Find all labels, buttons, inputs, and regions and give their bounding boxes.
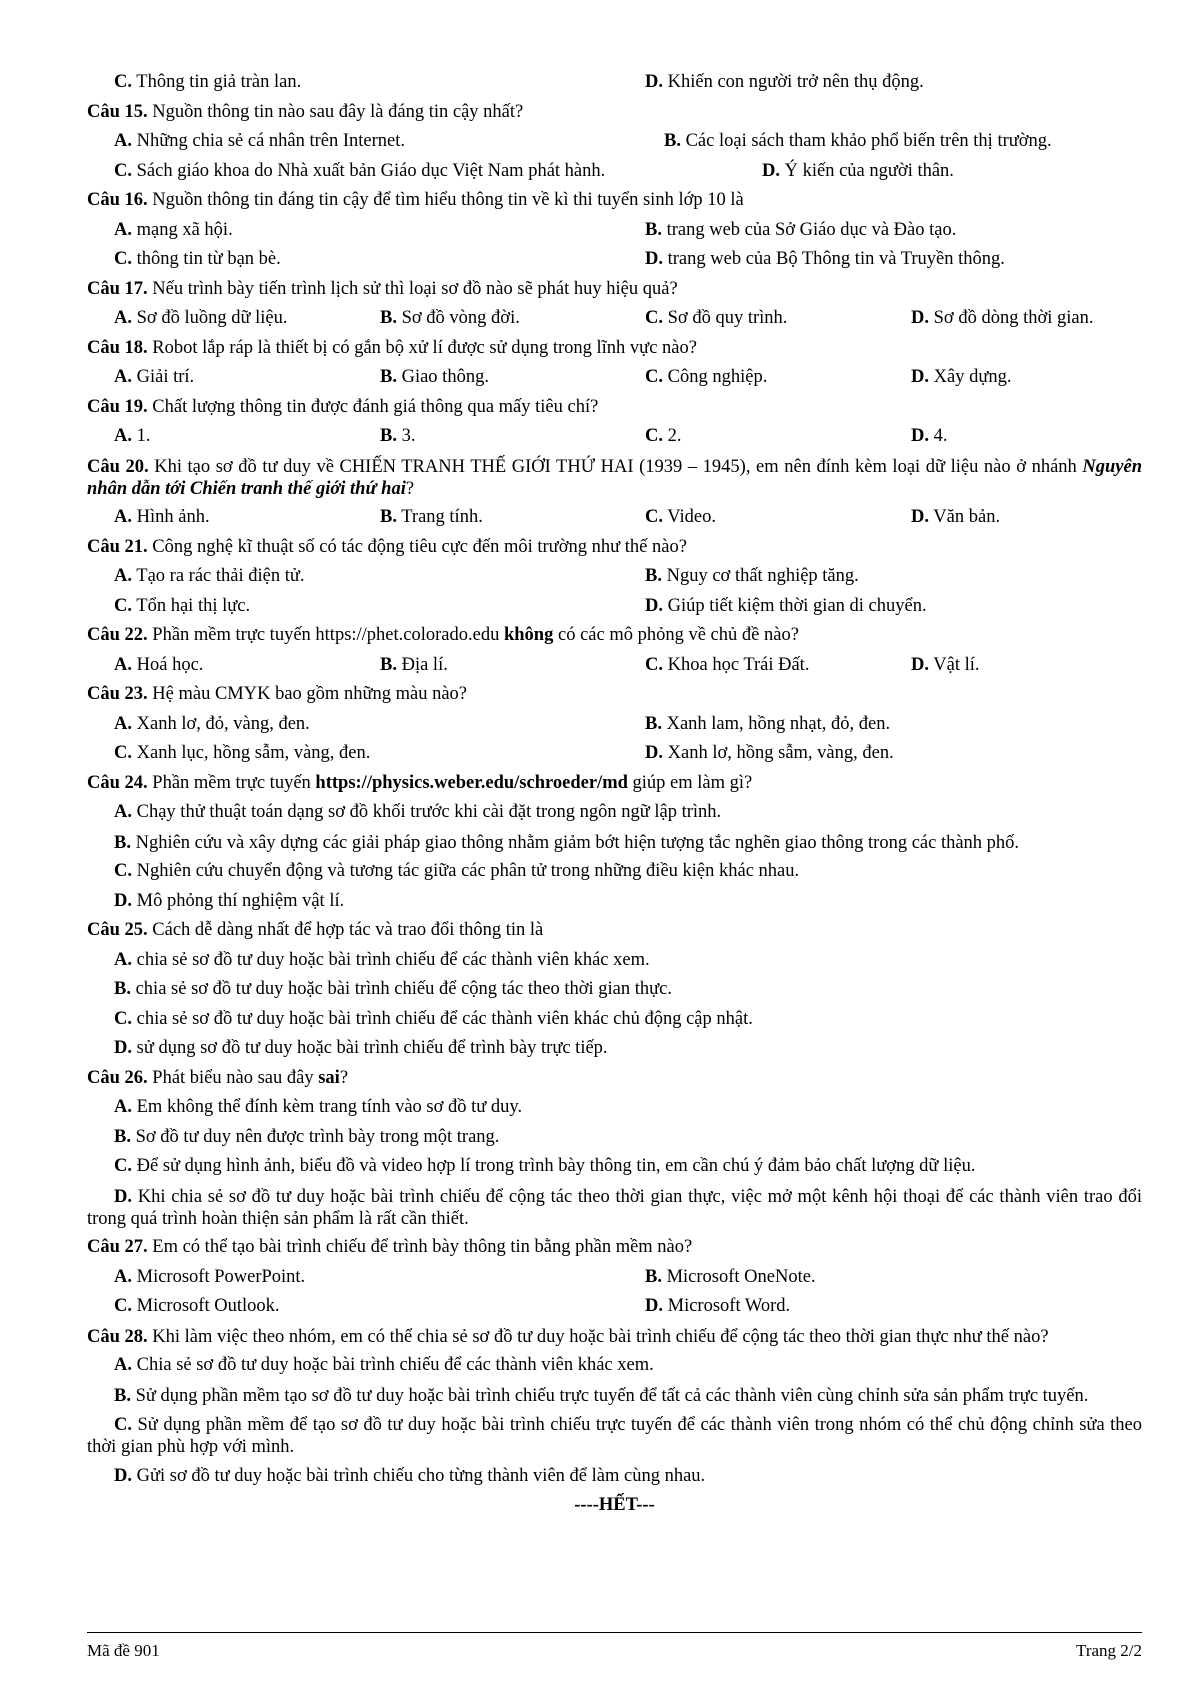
- option-d: D. trang web của Bộ Thông tin và Truyền thông.: [645, 249, 1005, 269]
- question-24-option-a: A. Chạy thử thuật toán dạng sơ đồ khối trước khi cài đặt trong ngôn ngữ lập trình.: [114, 802, 722, 822]
- question-16-options-cd: [87, 245, 1142, 275]
- question-18-options: [87, 363, 1142, 393]
- exam-document: [87, 68, 1142, 1521]
- question-28-option-c: C. Sử dụng phần mềm để tạo sơ đồ tư duy hoặc bài trình chiếu trực tuyến để các thành viên trong nhóm có thể chủ động chỉnh sửa theo thời gian phù hợp với mình.: [87, 1415, 1143, 1457]
- option-c: C. Video.: [645, 507, 717, 527]
- option-b: B. Giao thông.: [380, 367, 489, 387]
- option-b: B. Trang tính.: [380, 507, 483, 527]
- question-25: Câu 25. Cách dễ dàng nhất để hợp tác và trao đổi thông tin là: [87, 920, 544, 940]
- option-c: C. Sơ đồ quy trình.: [645, 308, 788, 328]
- question-19-options: [87, 422, 1142, 452]
- option-a: A. Sơ đồ luồng dữ liệu.: [114, 308, 288, 328]
- question-21-options-cd: [87, 592, 1142, 622]
- question-15: Câu 15. Nguồn thông tin nào sau đây là đáng tin cậy nhất?: [87, 101, 524, 122]
- option-d: D. Giúp tiết kiệm thời gian di chuyển.: [645, 595, 927, 616]
- option-a: A. Microsoft PowerPoint.: [114, 1266, 306, 1287]
- option-d: D. Microsoft Word.: [645, 1296, 791, 1316]
- option-d: D. Sơ đồ dòng thời gian.: [911, 308, 1094, 328]
- option-b: B. Microsoft OneNote.: [645, 1266, 816, 1287]
- question-17-options: [87, 304, 1142, 334]
- option-d: D. Xây dựng.: [911, 367, 1012, 387]
- option-a: A. Hình ảnh.: [114, 507, 210, 527]
- option-c: C. 2.: [645, 426, 682, 446]
- question-25-option-a: A. chia sẻ sơ đồ tư duy hoặc bài trình chiếu để các thành viên khác xem.: [114, 949, 650, 970]
- question-25-option-d: D. sử dụng sơ đồ tư duy hoặc bài trình chiếu để trình bày trực tiếp.: [114, 1038, 608, 1058]
- footer-divider: [87, 1632, 1142, 1633]
- option-c: C. Khoa học Trái Đất.: [645, 654, 810, 675]
- option-d: D. Khiến con người trở nên thụ động.: [645, 72, 924, 92]
- option-a: A. Hoá học.: [114, 654, 204, 675]
- question-15-options-cd: [87, 157, 1142, 187]
- question-24: Câu 24. Phần mềm trực tuyến https://physics.weber.edu/schroeder/md giúp em làm gì?: [87, 772, 753, 793]
- question-16-options-ab: [87, 216, 1142, 246]
- question-28-option-a: A. Chia sẻ sơ đồ tư duy hoặc bài trình chiếu để các thành viên khác xem.: [114, 1355, 654, 1375]
- question-27-options-ab: [87, 1263, 1142, 1293]
- question-24-option-d: D. Mô phỏng thí nghiệm vật lí.: [114, 890, 345, 911]
- option-d: D. Xanh lơ, hồng sẫm, vàng, đen.: [645, 743, 894, 763]
- option-c: C. Công nghiệp.: [645, 367, 768, 387]
- option-b: B. Sơ đồ vòng đời.: [380, 308, 520, 328]
- option-b: B. Xanh lam, hồng nhạt, đỏ, đen.: [645, 713, 891, 734]
- option-d: D. Vật lí.: [911, 654, 980, 675]
- option-b: B. Các loại sách tham khảo phổ biến trên thị trường.: [664, 131, 1052, 151]
- question-21-options-ab: [87, 562, 1142, 592]
- option-b: B. 3.: [380, 426, 416, 446]
- option-b: B. trang web của Sở Giáo dục và Đào tạo.: [645, 219, 957, 240]
- end-marker: ----HẾT---: [574, 1495, 655, 1515]
- option-a: A. Những chia sẻ cá nhân trên Internet.: [114, 131, 406, 151]
- option-c: C. Sách giáo khoa do Nhà xuất bản Giáo dục Việt Nam phát hành.: [114, 160, 606, 181]
- question-28: Câu 28. Khi làm việc theo nhóm, em có thể chia sẻ sơ đồ tư duy hoặc bài trình chiếu để cộng tác theo thời gian thực như thế nào?: [87, 1326, 1049, 1347]
- question-22: Câu 22. Phần mềm trực tuyến https://phet.colorado.edu không có các mô phỏng về chủ đề nào?: [87, 625, 799, 645]
- question-14-options-row: [87, 68, 1142, 98]
- option-d: D. Văn bản.: [911, 507, 1001, 527]
- question-27: Câu 27. Em có thể tạo bài trình chiếu để trình bày thông tin bằng phần mềm nào?: [87, 1237, 693, 1257]
- question-25-option-c: C. chia sẻ sơ đồ tư duy hoặc bài trình chiếu để các thành viên khác chủ động cập nhật.: [114, 1008, 753, 1029]
- question-23: Câu 23. Hệ màu CMYK bao gồm những màu nào?: [87, 684, 467, 704]
- question-27-options-cd: [87, 1292, 1142, 1322]
- option-b: B. Địa lí.: [380, 654, 448, 675]
- question-24-option-c: C. Nghiên cứu chuyển động và tương tác giữa các phân tử trong những điều kiện khác nhau.: [114, 861, 800, 881]
- option-c: C. Microsoft Outlook.: [114, 1296, 280, 1316]
- option-c: C. Tổn hại thị lực.: [114, 595, 251, 616]
- question-23-options-cd: [87, 739, 1142, 769]
- question-16: Câu 16. Nguồn thông tin đáng tin cậy để tìm hiểu thông tin về kì thi tuyển sinh lớp 10 là: [87, 190, 744, 210]
- question-26-option-a: A. Em không thể đính kèm trang tính vào sơ đồ tư duy.: [114, 1097, 523, 1117]
- page-number: Trang 2/2: [1076, 1641, 1142, 1660]
- option-c: C. Thông tin giả tràn lan.: [114, 72, 302, 92]
- question-26-option-d: D. Khi chia sẻ sơ đồ tư duy hoặc bài trình chiếu để cộng tác theo thời gian thực, việc mở một kênh hội thoại để các thành viên trao đổi trong quá trình hoàn thiện sản phẩm là rất cần thiết.: [87, 1186, 1142, 1229]
- option-d: D. Ý kiến của người thân.: [762, 160, 954, 181]
- option-c: C. Xanh lục, hồng sẫm, vàng, đen.: [114, 743, 371, 763]
- option-c: C. thông tin từ bạn bè.: [114, 249, 281, 269]
- question-24-option-b: B. Nghiên cứu và xây dựng các giải pháp giao thông nhằm giảm bớt hiện tượng tắc nghẽn giao thông trong các thành phố.: [114, 832, 1020, 853]
- option-a: A. mạng xã hội.: [114, 219, 233, 240]
- option-a: A. Xanh lơ, đỏ, vàng, đen.: [114, 713, 310, 734]
- question-20: Câu 20. Khi tạo sơ đồ tư duy về CHIẾN TRANH THẾ GIỚI THỨ HAI (1939 – 1945), em nên đính kèm loại dữ liệu nào ở nhánh Nguyên nhân dẫn tới Chiến tranh thế giới thứ hai?: [87, 456, 1143, 499]
- question-18: Câu 18. Robot lắp ráp là thiết bị có gắn bộ xử lí được sử dụng trong lĩnh vực nào?: [87, 337, 697, 358]
- exam-code: Mã đề 901: [87, 1641, 160, 1660]
- option-d: D. 4.: [911, 426, 948, 446]
- option-b: B. Nguy cơ thất nghiệp tăng.: [645, 566, 859, 586]
- question-26-option-b: B. Sơ đồ tư duy nên được trình bày trong một trang.: [114, 1126, 500, 1147]
- question-23-options-ab: [87, 710, 1142, 740]
- option-a: A. Giải trí.: [114, 367, 195, 387]
- question-25-option-b: B. chia sẻ sơ đồ tư duy hoặc bài trình chiếu để cộng tác theo thời gian thực.: [114, 979, 672, 999]
- question-26-option-c: C. Để sử dụng hình ảnh, biểu đồ và video hợp lí trong trình bày thông tin, em cần chú ý đảm bảo chất lượng dữ liệu.: [114, 1156, 976, 1176]
- question-28-option-d: D. Gửi sơ đồ tư duy hoặc bài trình chiếu cho từng thành viên để làm cùng nhau.: [114, 1465, 706, 1486]
- question-21: Câu 21. Công nghệ kĩ thuật số có tác động tiêu cực đến môi trường như thế nào?: [87, 536, 687, 557]
- option-a: A. Tạo ra rác thải điện tử.: [114, 566, 305, 586]
- question-22-options: [87, 651, 1142, 681]
- question-19: Câu 19. Chất lượng thông tin được đánh giá thông qua mấy tiêu chí?: [87, 396, 599, 417]
- question-15-options-ab: [87, 127, 1142, 157]
- question-28-option-b: B. Sử dụng phần mềm tạo sơ đồ tư duy hoặc bài trình chiếu trực tuyến để tất cả các thành viên cùng chỉnh sửa sản phẩm trực tuyến.: [114, 1385, 1089, 1406]
- question-20-options: [87, 503, 1142, 533]
- question-17: Câu 17. Nếu trình bày tiến trình lịch sử thì loại sơ đồ nào sẽ phát huy hiệu quả?: [87, 278, 678, 299]
- question-26: Câu 26. Phát biểu nào sau đây sai?: [87, 1067, 349, 1088]
- option-a: A. 1.: [114, 426, 151, 446]
